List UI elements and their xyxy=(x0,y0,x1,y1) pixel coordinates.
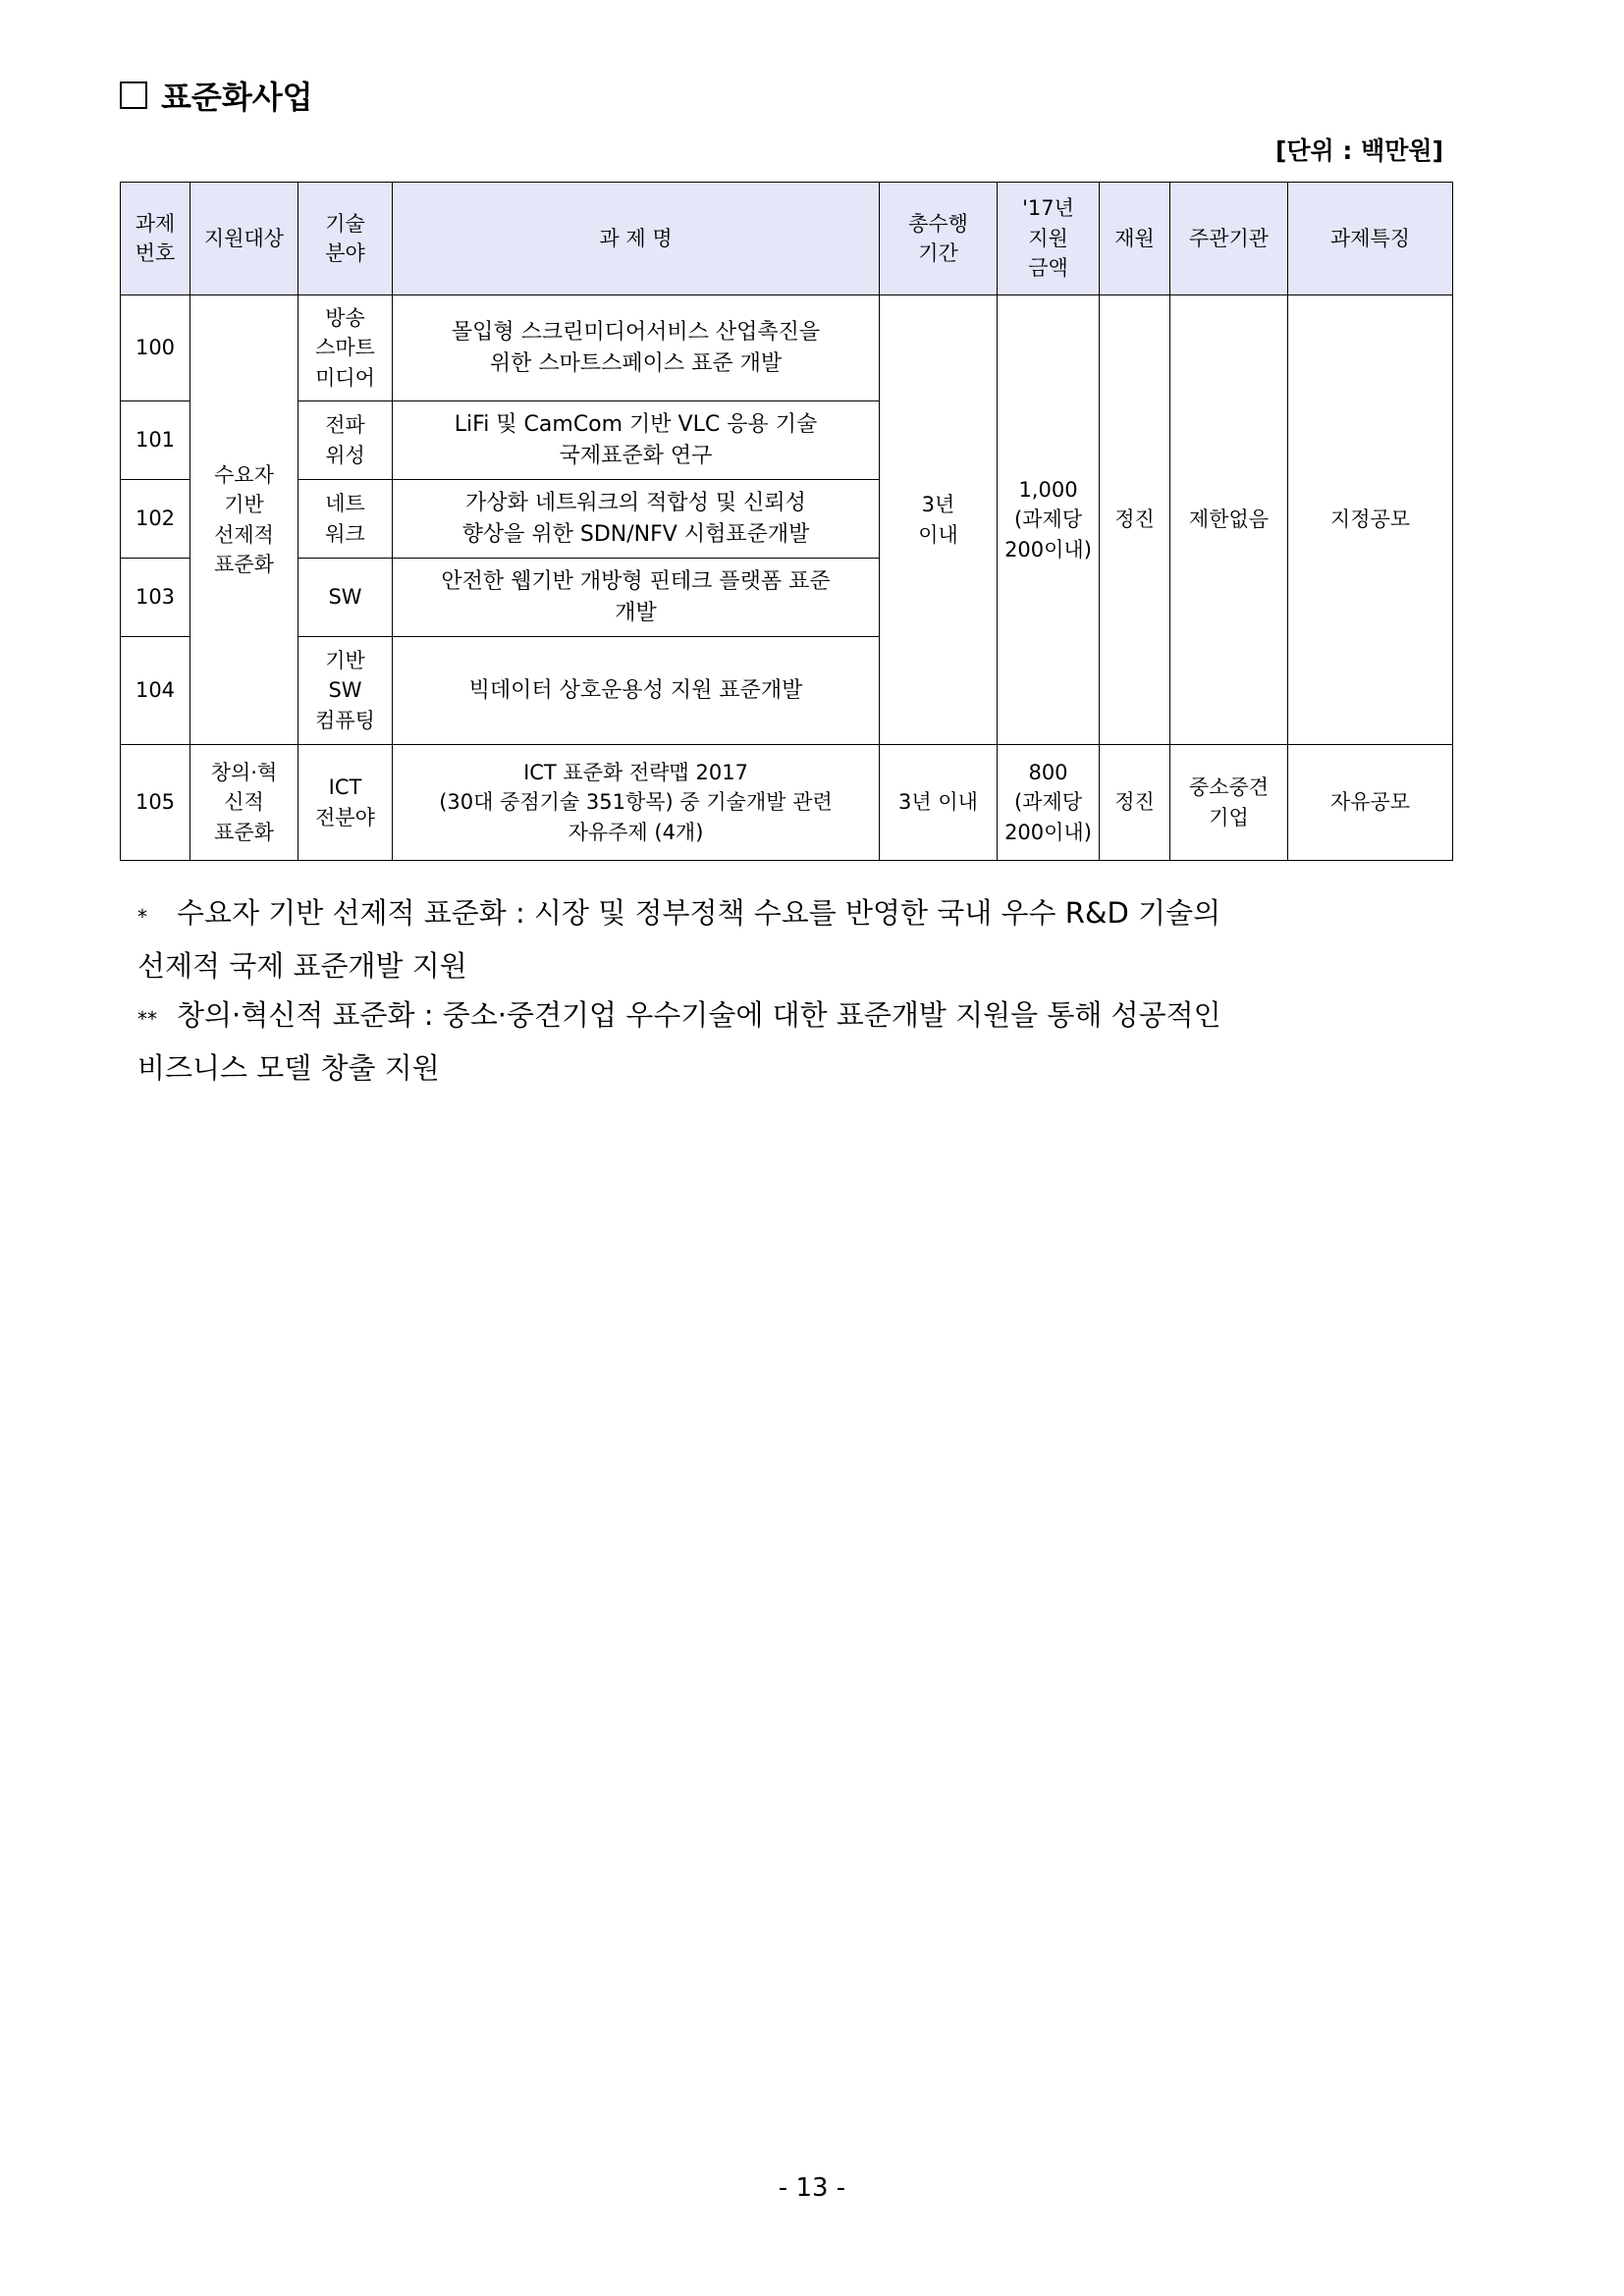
footnote-mark: * xyxy=(137,905,147,929)
cell-name: 빅데이터 상호운용성 지원 표준개발 xyxy=(393,637,880,745)
footnote-mark: ** xyxy=(137,1007,157,1031)
cell-name: 안전한 웹기반 개방형 핀테크 플랫폼 표준 개발 xyxy=(393,559,880,637)
cell-field: 방송 스마트 미디어 xyxy=(298,295,393,401)
cell-org: 중소중견 기업 xyxy=(1170,745,1288,861)
footnote-text: 수요자 기반 선제적 표준화 : 시장 및 정부정책 수요를 반영한 국내 우수 R&D 기술의 xyxy=(177,896,1221,930)
header-amount: '17년 지원 금액 xyxy=(998,183,1100,295)
cell-field: ICT 전분야 xyxy=(298,745,393,861)
cell-no: 101 xyxy=(121,401,190,480)
cell-feature: 지정공모 xyxy=(1288,295,1453,745)
section-title xyxy=(120,73,313,118)
cell-no: 105 xyxy=(121,745,190,861)
table-row xyxy=(121,745,1453,861)
cell-field: 전파 위성 xyxy=(298,401,393,480)
cell-amount: 800 (과제당 200이내) xyxy=(998,745,1100,861)
cell-name: LiFi 및 CamCom 기반 VLC 응용 기술 국제표준화 연구 xyxy=(393,401,880,480)
header-fund: 재원 xyxy=(1100,183,1170,295)
cell-no: 104 xyxy=(121,637,190,745)
footnote-text-continued: 비즈니스 모델 창출 지원 xyxy=(137,1051,440,1085)
header-target: 지원대상 xyxy=(190,183,298,295)
footnote-text: 창의·혁신적 표준화 : 중소·중견기업 우수기술에 대한 표준개발 지원을 통해 성공적인 xyxy=(177,998,1221,1032)
header-feature: 과제특징 xyxy=(1288,183,1453,295)
cell-org: 제한없음 xyxy=(1170,295,1288,745)
cell-field: SW xyxy=(298,559,393,637)
project-table xyxy=(120,182,1453,861)
cell-name: 몰입형 스크린미디어서비스 산업촉진을 위한 스마트스페이스 표준 개발 xyxy=(393,295,880,401)
cell-fund: 정진 xyxy=(1100,745,1170,861)
page-number: - 13 - xyxy=(778,2173,846,2203)
cell-feature: 자유공모 xyxy=(1288,745,1453,861)
cell-period: 3년 이내 xyxy=(880,295,998,745)
header-name: 과 제 명 xyxy=(393,183,880,295)
cell-field: 네트 워크 xyxy=(298,480,393,559)
table-header-row xyxy=(121,183,1453,295)
cell-period: 3년 이내 xyxy=(880,745,998,861)
footnote xyxy=(137,990,1458,1043)
cell-no: 100 xyxy=(121,295,190,401)
checkbox-icon xyxy=(120,81,147,109)
footnotes xyxy=(137,888,1458,1093)
header-no: 과제 번호 xyxy=(121,183,190,295)
header-field: 기술 분야 xyxy=(298,183,393,295)
unit-label: [단위 : 백만원] xyxy=(1274,136,1443,165)
footnote-text-continued: 선제적 국제 표준개발 지원 xyxy=(137,949,467,983)
footnote xyxy=(137,888,1458,941)
cell-fund: 정진 xyxy=(1100,295,1170,745)
cell-amount: 1,000 (과제당 200이내) xyxy=(998,295,1100,745)
cell-field: 기반 SW 컴퓨팅 xyxy=(298,637,393,745)
cell-no: 103 xyxy=(121,559,190,637)
header-period: 총수행 기간 xyxy=(880,183,998,295)
cell-target: 수요자 기반 선제적 표준화 xyxy=(190,295,298,745)
cell-name: 가상화 네트워크의 적합성 및 신뢰성 향상을 위한 SDN/NFV 시험표준개발 xyxy=(393,480,880,559)
cell-no: 102 xyxy=(121,480,190,559)
section-title-text: 표준화사업 xyxy=(161,79,313,116)
header-org: 주관기관 xyxy=(1170,183,1288,295)
cell-name: ICT 표준화 전략맵 2017 (30대 중점기술 351항목) 중 기술개발 관련 자유주제 (4개) xyxy=(393,745,880,861)
table-row xyxy=(121,295,1453,401)
cell-target: 창의·혁 신적 표준화 xyxy=(190,745,298,861)
